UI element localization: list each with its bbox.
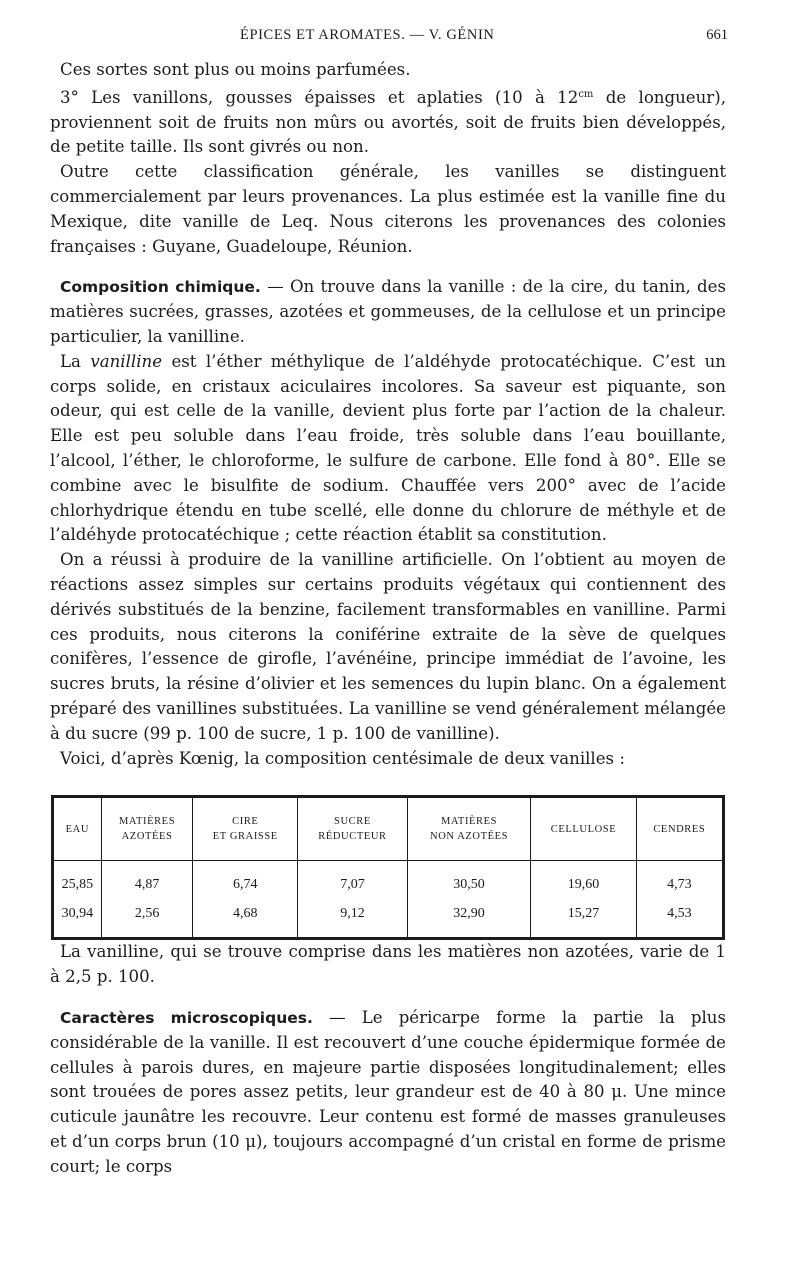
running-title: ÉPICES ET AROMATES. — V. GÉNIN — [240, 27, 495, 43]
table-cell: 32,90 — [407, 900, 531, 939]
table-cell: 4,73 — [636, 861, 723, 901]
composition-text: — On trouve dans la vanille : de la cire, du tanin, des matières sucrées, grasses, azotées et gommeuses, de la cellulose et un principe particulier, la vanilline. — [50, 277, 726, 346]
table-cell: 6,74 — [193, 861, 298, 901]
column-header: CENDRES — [636, 797, 723, 861]
section-heading-microscopic: Caractères microscopiques. — [60, 1008, 313, 1027]
column-header: MATIÈRES NON AZOTÉES — [407, 797, 531, 861]
paragraph-after-table: La vanilline, qui se trouve comprise dans les matières non azotées, varie de 1 à 2,5 p. 100. — [50, 942, 726, 987]
vanillons-text-b: de longueur), proviennent soit de fruits non mûrs ou avortés, soit de fruits bien développés, de petite taille. Ils sont givrés ou non. — [50, 87, 726, 157]
paragraph-table-intro: Voici, d’après Kœnig, la composition centésimale de deux vanilles : — [60, 748, 625, 768]
vanillin-text: est l’éther méthylique de l’aldéhyde protocatéchique. C’est un corps solide, en cristaux aciculaires incolores. Sa saveur est piquante, son odeur, qui est celle de la vanille, devient plus forte par l’action de la chaleur. Elle est peu soluble dans l’eau froide, très soluble dans l’eau bouillante, l’alcool, l’éther, le chloroforme, le sulfure de carbone. Elle fond à 80°. Elle se combine avec le bisulfite de sodium. Chauffée vers 200° avec de l’acide chlorhydrique étendu en tube scellé, elle donne du chlorure de méthyle et de l’aldéhyde protocatéchique ; cette réaction établit sa constitution. — [50, 351, 726, 545]
composition-table — [51, 795, 725, 940]
vanillons-text-a: 3° Les vanillons, gousses épaisses et aplaties (10 à 12 — [60, 87, 579, 107]
column-header: CIRE ET GRAISSE — [193, 797, 298, 861]
table-cell: 7,07 — [298, 861, 408, 901]
vanillin-lead: La — [60, 351, 91, 371]
page-number: 661 — [706, 27, 728, 43]
table-cell: 4,68 — [193, 900, 298, 939]
table-cell: 4,87 — [101, 861, 193, 901]
paragraph-artificial: On a réussi à produire de la vanilline artificielle. On l’obtient au moyen de réactions assez simples sur certains produits végétaux qui contiennent des dérivés substitués de la benzine, facilement transformables en vanilline. Parmi ces produits, nous citerons la coniférine extraite de la sève de quelques conifères, l’essence de girofle, l’avénéine, principe immédiat de l’avoine, les sucres bruts, la résine d’olivier et les semences du lupin blanc. On a également préparé des vanillines substituées. La vanilline se vend généralement mélangée à du sucre (99 p. 100 de sucre, 1 p. 100 de vanilline). — [50, 550, 726, 743]
paragraph-microscopic — [50, 1006, 726, 1180]
column-header: CELLULOSE — [531, 797, 636, 861]
table-row — [53, 900, 724, 939]
vanillin-term: vanilline — [90, 351, 163, 371]
column-header: MATIÈRES AZOTÉES — [101, 797, 193, 861]
microscopic-text: — Le péricarpe forme la partie la plus considérable de la vanille. Il est recouvert d’une couche épidermique formée de cellules à parois dures, en majeure partie disposées longitudinalement; elles sont trouées de pores assez petits, leur grandeur est de 40 à 80 μ. Une mince cuticule jaunâtre les recouvre. Leur contenu est formé de masses granuleuses et d’un corps brun (10 μ), toujours accompagné d’un cristal en forme de prisme court; le corps — [50, 1007, 726, 1176]
body-text — [50, 58, 726, 1179]
column-header: EAU — [53, 797, 102, 861]
table-cell: 30,50 — [407, 861, 531, 901]
section-heading-composition: Composition chimique. — [60, 278, 261, 297]
paragraph-varieties-end: Ces sortes sont plus ou moins parfumées. — [60, 60, 411, 79]
table-cell: 15,27 — [531, 900, 636, 939]
centimeter-superscript: cm — [578, 88, 594, 100]
table-cell: 30,94 — [61, 906, 94, 922]
table-header-row — [53, 797, 724, 861]
table-cell: 4,53 — [636, 900, 723, 939]
running-head — [0, 27, 800, 57]
table-cell: 19,60 — [531, 861, 636, 901]
table-cell: 25,85 — [61, 877, 94, 893]
table-cell: 2,56 — [101, 900, 193, 939]
paragraph-composition — [50, 275, 726, 349]
column-header: SUCRE RÉDUCTEUR — [298, 797, 408, 861]
table-row — [53, 861, 724, 901]
table-cell: 9,12 — [298, 900, 408, 939]
paragraph-vanillons — [50, 83, 726, 160]
paragraph-vanillin — [50, 350, 726, 548]
paragraph-provenances: Outre cette classification générale, les vanilles se distinguent commercialement par leurs provenances. La plus estimée est la vanille fine du Mexique, dite vanille de Leq. Nous citerons les provenances des colonies françaises : Guyane, Guadeloupe, Réunion. — [50, 162, 726, 256]
